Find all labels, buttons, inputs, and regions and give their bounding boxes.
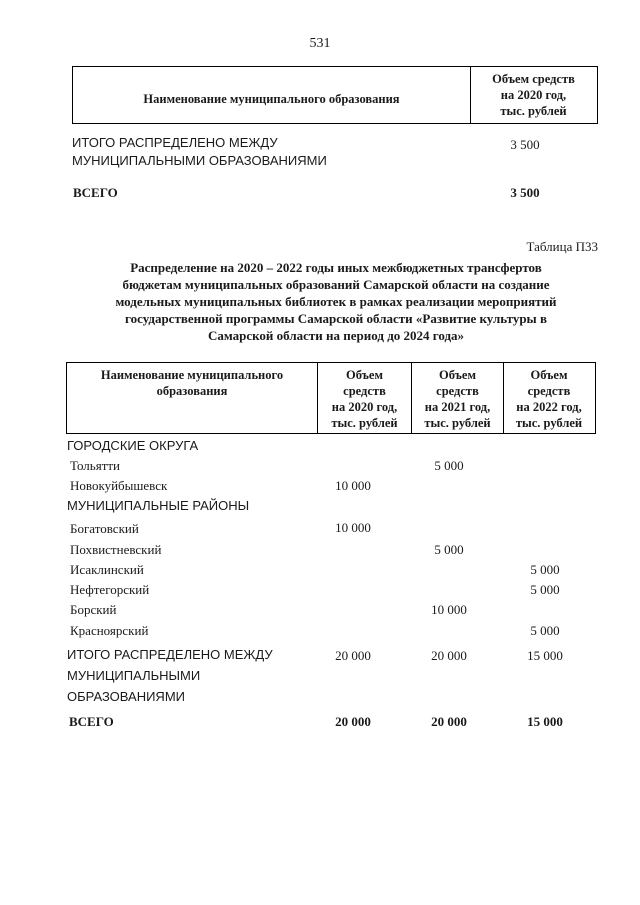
- table2-title-line: модельных муниципальных библиотек в рамках реализации мероприятий: [115, 294, 557, 309]
- table2-header: [66, 362, 596, 434]
- table-row-name: Нефтегорский: [70, 582, 150, 597]
- table2-total-2022: 15 000: [527, 714, 563, 729]
- table2-header-2021: Объем средств на 2021 год, тыс. рублей: [411, 363, 503, 433]
- table-row-2021: 10 000: [431, 602, 467, 617]
- table2-title-line: государственной программы Самарской области «Развитие культуры в: [125, 311, 547, 326]
- group-municipal-districts: МУНИЦИПАЛЬНЫЕ РАЙОНЫ: [67, 498, 250, 513]
- table2-title: [80, 259, 592, 344]
- table-row-name: Исаклинский: [70, 562, 144, 577]
- table2-distributed-2022: 15 000: [527, 648, 563, 663]
- table-row-2022: 5 000: [530, 562, 560, 577]
- table-row-2022: 5 000: [530, 582, 560, 597]
- table2-header-2022: Объем средств на 2022 год, тыс. рублей: [503, 363, 594, 433]
- table-row-name: Красноярский: [70, 623, 149, 638]
- page-number: 531: [309, 36, 331, 51]
- table2-distributed-2020: 20 000: [335, 648, 371, 663]
- table1-header-value: Объем средств на 2020 год, тыс. рублей: [470, 67, 596, 123]
- table2-title-line: бюджетам муниципальных образований Самарской области на создание: [122, 277, 550, 292]
- table1-distributed-value: 3 500: [510, 137, 540, 152]
- table-row-2020: 10 000: [335, 520, 371, 535]
- table-row-2021: 5 000: [434, 458, 464, 473]
- table2-header-name: Наименование муниципального образования: [100, 368, 284, 398]
- table1-total-label: ВСЕГО: [73, 185, 118, 200]
- table2-total-2021: 20 000: [431, 714, 467, 729]
- table-row-2021: 5 000: [434, 542, 464, 557]
- table-row-2022: 5 000: [530, 623, 560, 638]
- table2-distributed-2021: 20 000: [431, 648, 467, 663]
- table1-total-value: 3 500: [510, 185, 540, 200]
- table-row-name: Богатовский: [70, 521, 139, 536]
- table2-title-line: Самарской области на период до 2024 года»: [207, 328, 465, 343]
- table2-label: Таблица П33: [526, 239, 598, 254]
- table2-header-2020: Объем средств на 2020 год, тыс. рублей: [317, 363, 411, 433]
- table-row-2020: 10 000: [335, 478, 371, 493]
- table-row-name: Похвистневский: [70, 542, 162, 557]
- table-row-name: Борский: [70, 602, 117, 617]
- table2-distributed-label-3: ОБРАЗОВАНИЯМИ: [67, 689, 185, 704]
- table-row-name: Новокуйбышевск: [70, 478, 168, 493]
- table-row-name: Тольятти: [70, 458, 121, 473]
- table2-total-label: ВСЕГО: [69, 714, 114, 729]
- table2-distributed-label-2: МУНИЦИПАЛЬНЫМИ: [67, 668, 201, 683]
- table2-distributed-label-1: ИТОГО РАСПРЕДЕЛЕНО МЕЖДУ: [67, 647, 273, 662]
- table1-header: [72, 66, 598, 124]
- table2-title-line: Распределение на 2020 – 2022 годы иных межбюджетных трансфертов: [130, 260, 542, 275]
- table1-header-name: Наименование муниципального образования: [143, 91, 400, 106]
- table2-total-2020: 20 000: [335, 714, 371, 729]
- table1-distributed-label-1: ИТОГО РАСПРЕДЕЛЕНО МЕЖДУ: [72, 135, 278, 150]
- table1-distributed-label-2: МУНИЦИПАЛЬНЫМИ ОБРАЗОВАНИЯМИ: [72, 153, 327, 168]
- group-urban-districts: ГОРОДСКИЕ ОКРУГА: [67, 438, 199, 453]
